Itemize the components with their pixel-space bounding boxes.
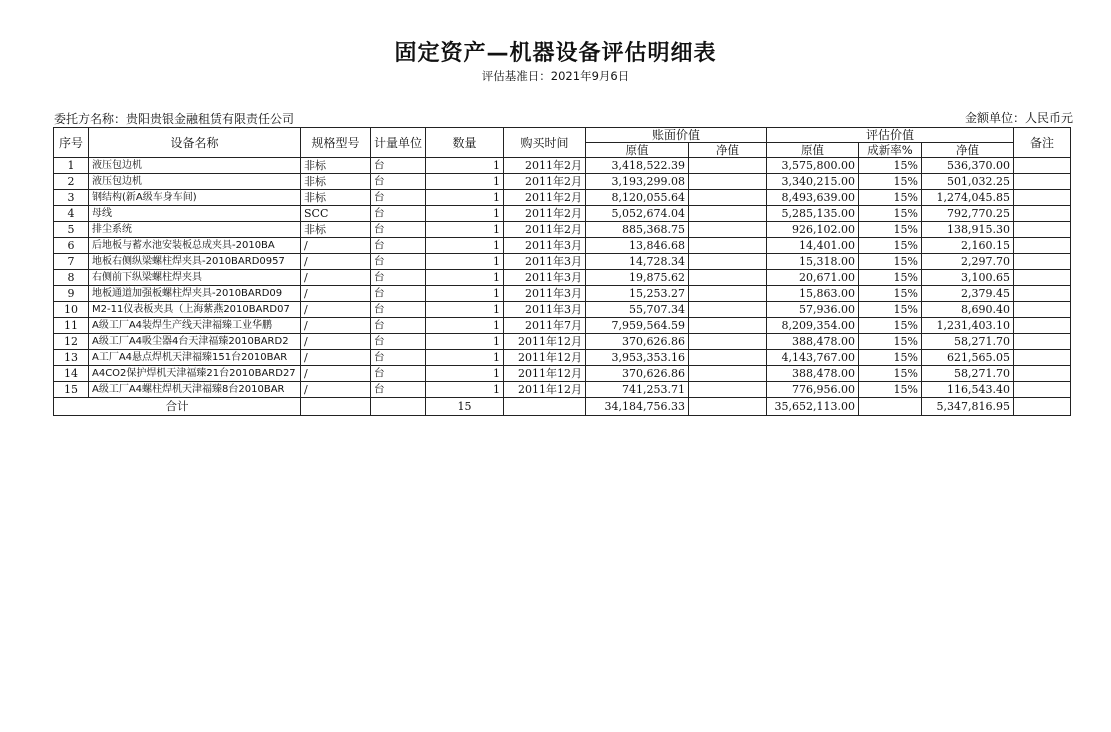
row-eval-original: 14,401.00 (767, 238, 859, 254)
col-book-original: 原值 (586, 143, 689, 158)
row-qty: 1 (426, 270, 504, 286)
total-book-net (689, 398, 767, 416)
row-book-original: 13,846.68 (586, 238, 689, 254)
row-unit: 台 (371, 190, 426, 206)
row-seq: 8 (54, 270, 89, 286)
row-eval-net: 3,100.65 (922, 270, 1014, 286)
table-row (54, 302, 1071, 318)
row-book-original: 3,193,299.08 (586, 174, 689, 190)
row-spec: / (301, 286, 371, 302)
row-spec: 非标 (301, 158, 371, 174)
row-seq: 4 (54, 206, 89, 222)
row-qty: 1 (426, 254, 504, 270)
row-name: 地板右侧纵梁螺柱焊夹具-2010BARD0957 (89, 254, 301, 270)
row-remark (1014, 270, 1071, 286)
row-book-net (689, 222, 767, 238)
total-remark (1014, 398, 1071, 416)
row-qty: 1 (426, 334, 504, 350)
row-qty: 1 (426, 158, 504, 174)
row-remark (1014, 222, 1071, 238)
row-book-original: 55,707.34 (586, 302, 689, 318)
table-row (54, 286, 1071, 302)
table-row (54, 254, 1071, 270)
total-eval-rate (859, 398, 922, 416)
table-row (54, 366, 1071, 382)
row-name: 母线 (89, 206, 301, 222)
row-eval-net: 8,690.40 (922, 302, 1014, 318)
row-purchase-date: 2011年12月 (504, 382, 586, 398)
row-eval-original: 776,956.00 (767, 382, 859, 398)
row-seq: 6 (54, 238, 89, 254)
row-name: 液压包边机 (89, 174, 301, 190)
row-remark (1014, 382, 1071, 398)
row-purchase-date: 2011年3月 (504, 254, 586, 270)
row-book-net (689, 366, 767, 382)
row-unit: 台 (371, 270, 426, 286)
row-seq: 9 (54, 286, 89, 302)
total-book-original: 34,184,756.33 (586, 398, 689, 416)
row-remark (1014, 238, 1071, 254)
row-book-net (689, 270, 767, 286)
total-qty: 15 (426, 398, 504, 416)
row-name: 液压包边机 (89, 158, 301, 174)
row-eval-rate: 15% (859, 366, 922, 382)
row-eval-rate: 15% (859, 254, 922, 270)
row-eval-net: 536,370.00 (922, 158, 1014, 174)
row-eval-net: 621,565.05 (922, 350, 1014, 366)
row-eval-net: 58,271.70 (922, 366, 1014, 382)
base-date: 评估基准日：2021年9月6日 (481, 69, 630, 83)
col-spec: 规格型号 (301, 128, 371, 158)
row-qty: 1 (426, 318, 504, 334)
total-label: 合计 (54, 398, 301, 416)
row-unit: 台 (371, 334, 426, 350)
row-qty: 1 (426, 206, 504, 222)
row-remark (1014, 286, 1071, 302)
row-book-net (689, 350, 767, 366)
row-book-original: 19,875.62 (586, 270, 689, 286)
row-book-original: 885,368.75 (586, 222, 689, 238)
row-purchase-date: 2011年7月 (504, 318, 586, 334)
col-eval-value: 评估价值 (767, 128, 1014, 143)
row-eval-rate: 15% (859, 382, 922, 398)
row-book-original: 3,418,522.39 (586, 158, 689, 174)
row-eval-rate: 15% (859, 286, 922, 302)
col-qty: 数量 (426, 128, 504, 158)
row-book-net (689, 334, 767, 350)
row-book-net (689, 286, 767, 302)
row-spec: 非标 (301, 190, 371, 206)
row-seq: 2 (54, 174, 89, 190)
row-eval-original: 3,340,215.00 (767, 174, 859, 190)
table-row (54, 270, 1071, 286)
row-purchase-date: 2011年2月 (504, 222, 586, 238)
col-book-net: 净值 (689, 143, 767, 158)
row-eval-original: 388,478.00 (767, 334, 859, 350)
col-purchase-date: 购买时间 (504, 128, 586, 158)
row-eval-net: 2,297.70 (922, 254, 1014, 270)
row-book-original: 741,253.71 (586, 382, 689, 398)
row-spec: / (301, 302, 371, 318)
row-purchase-date: 2011年12月 (504, 334, 586, 350)
row-unit: 台 (371, 238, 426, 254)
table-row (54, 382, 1071, 398)
row-book-net (689, 238, 767, 254)
row-remark (1014, 302, 1071, 318)
row-eval-rate: 15% (859, 350, 922, 366)
total-unit (371, 398, 426, 416)
row-book-net (689, 318, 767, 334)
row-name: 钢结构(新A级车身车间) (89, 190, 301, 206)
row-spec: / (301, 382, 371, 398)
table-row (54, 206, 1071, 222)
row-book-original: 7,959,564.59 (586, 318, 689, 334)
row-unit: 台 (371, 366, 426, 382)
row-seq: 11 (54, 318, 89, 334)
row-eval-net: 1,274,045.85 (922, 190, 1014, 206)
row-purchase-date: 2011年12月 (504, 350, 586, 366)
row-unit: 台 (371, 174, 426, 190)
row-purchase-date: 2011年3月 (504, 270, 586, 286)
row-eval-original: 926,102.00 (767, 222, 859, 238)
row-purchase-date: 2011年3月 (504, 238, 586, 254)
row-eval-net: 2,379.45 (922, 286, 1014, 302)
table-row (54, 238, 1071, 254)
row-book-net (689, 254, 767, 270)
row-remark (1014, 334, 1071, 350)
row-eval-rate: 15% (859, 222, 922, 238)
row-book-original: 8,120,055.64 (586, 190, 689, 206)
total-date (504, 398, 586, 416)
row-qty: 1 (426, 382, 504, 398)
row-eval-original: 3,575,800.00 (767, 158, 859, 174)
row-remark (1014, 158, 1071, 174)
col-name: 设备名称 (89, 128, 301, 158)
row-unit: 台 (371, 350, 426, 366)
row-unit: 台 (371, 382, 426, 398)
page-title: 固定资产—机器设备评估明细表 (394, 41, 717, 66)
row-book-net (689, 174, 767, 190)
row-name: A级工厂A4吸尘器4台天津福臻2010BARD2 (89, 334, 301, 350)
total-row (54, 398, 1071, 416)
table-row (54, 318, 1071, 334)
row-unit: 台 (371, 318, 426, 334)
total-spec (301, 398, 371, 416)
row-eval-net: 501,032.25 (922, 174, 1014, 190)
row-purchase-date: 2011年2月 (504, 158, 586, 174)
row-name: A4CO2保护焊机天津福臻21台2010BARD27 (89, 366, 301, 382)
col-eval-net: 净值 (922, 143, 1014, 158)
row-purchase-date: 2011年3月 (504, 286, 586, 302)
row-eval-original: 8,493,639.00 (767, 190, 859, 206)
row-name: M2-11仪表板夹具（上海紫燕2010BARD07 (89, 302, 301, 318)
row-eval-original: 15,863.00 (767, 286, 859, 302)
col-seq: 序号 (54, 128, 89, 158)
row-eval-rate: 15% (859, 190, 922, 206)
row-book-net (689, 206, 767, 222)
row-book-original: 370,626.86 (586, 366, 689, 382)
row-purchase-date: 2011年12月 (504, 366, 586, 382)
row-seq: 7 (54, 254, 89, 270)
row-eval-original: 15,318.00 (767, 254, 859, 270)
row-qty: 1 (426, 350, 504, 366)
row-spec: / (301, 238, 371, 254)
row-book-original: 5,052,674.04 (586, 206, 689, 222)
row-purchase-date: 2011年2月 (504, 174, 586, 190)
currency-unit: 金额单位：人民币元 (964, 111, 1073, 125)
row-qty: 1 (426, 222, 504, 238)
row-spec: / (301, 318, 371, 334)
row-eval-rate: 15% (859, 302, 922, 318)
row-name: A级工厂A4装焊生产线天津福臻工业华鹏 (89, 318, 301, 334)
row-qty: 1 (426, 286, 504, 302)
row-book-net (689, 190, 767, 206)
row-eval-rate: 15% (859, 174, 922, 190)
row-seq: 15 (54, 382, 89, 398)
row-book-original: 15,253.27 (586, 286, 689, 302)
row-eval-net: 58,271.70 (922, 334, 1014, 350)
row-purchase-date: 2011年3月 (504, 302, 586, 318)
row-spec: / (301, 334, 371, 350)
row-seq: 12 (54, 334, 89, 350)
col-remark: 备注 (1014, 128, 1071, 158)
row-name: A级工厂A4螺柱焊机天津福臻8台2010BAR (89, 382, 301, 398)
row-qty: 1 (426, 190, 504, 206)
row-eval-original: 4,143,767.00 (767, 350, 859, 366)
row-eval-net: 792,770.25 (922, 206, 1014, 222)
row-spec: / (301, 350, 371, 366)
row-qty: 1 (426, 174, 504, 190)
row-remark (1014, 366, 1071, 382)
row-remark (1014, 350, 1071, 366)
row-book-original: 370,626.86 (586, 334, 689, 350)
row-spec: 非标 (301, 174, 371, 190)
row-qty: 1 (426, 366, 504, 382)
row-unit: 台 (371, 302, 426, 318)
table-row (54, 334, 1071, 350)
col-unit: 计量单位 (371, 128, 426, 158)
client-name: 委托方名称：贵阳贵银金融租赁有限责任公司 (54, 112, 295, 126)
asset-table (53, 127, 1071, 416)
row-eval-rate: 15% (859, 270, 922, 286)
row-seq: 13 (54, 350, 89, 366)
row-purchase-date: 2011年2月 (504, 206, 586, 222)
table-row (54, 174, 1071, 190)
row-name: 地板通道加强板螺柱焊夹具-2010BARD09 (89, 286, 301, 302)
row-eval-net: 138,915.30 (922, 222, 1014, 238)
col-eval-rate: 成新率% (859, 143, 922, 158)
total-eval-net: 5,347,816.95 (922, 398, 1014, 416)
row-eval-rate: 15% (859, 334, 922, 350)
row-qty: 1 (426, 302, 504, 318)
row-book-net (689, 302, 767, 318)
row-eval-rate: 15% (859, 206, 922, 222)
row-remark (1014, 190, 1071, 206)
row-book-net (689, 158, 767, 174)
row-book-original: 14,728.34 (586, 254, 689, 270)
row-name: 右侧前下纵梁螺柱焊夹具 (89, 270, 301, 286)
row-eval-original: 388,478.00 (767, 366, 859, 382)
row-purchase-date: 2011年2月 (504, 190, 586, 206)
row-eval-original: 57,936.00 (767, 302, 859, 318)
row-spec: / (301, 254, 371, 270)
row-unit: 台 (371, 286, 426, 302)
row-remark (1014, 318, 1071, 334)
row-eval-rate: 15% (859, 318, 922, 334)
row-eval-original: 8,209,354.00 (767, 318, 859, 334)
row-name: 排尘系统 (89, 222, 301, 238)
row-remark (1014, 254, 1071, 270)
row-remark (1014, 174, 1071, 190)
table-row (54, 222, 1071, 238)
table-row (54, 350, 1071, 366)
row-unit: 台 (371, 158, 426, 174)
row-seq: 14 (54, 366, 89, 382)
row-spec: SCC (301, 206, 371, 222)
row-eval-rate: 15% (859, 238, 922, 254)
row-spec: 非标 (301, 222, 371, 238)
row-remark (1014, 206, 1071, 222)
row-book-original: 3,953,353.16 (586, 350, 689, 366)
row-qty: 1 (426, 238, 504, 254)
row-eval-net: 2,160.15 (922, 238, 1014, 254)
row-seq: 10 (54, 302, 89, 318)
row-unit: 台 (371, 254, 426, 270)
row-name: A工厂A4悬点焊机天津福臻151台2010BAR (89, 350, 301, 366)
row-eval-net: 116,543.40 (922, 382, 1014, 398)
row-seq: 1 (54, 158, 89, 174)
row-seq: 5 (54, 222, 89, 238)
total-eval-original: 35,652,113.00 (767, 398, 859, 416)
col-eval-original: 原值 (767, 143, 859, 158)
row-name: 后地板与蓄水池安装板总成夹具-2010BA (89, 238, 301, 254)
table-row (54, 158, 1071, 174)
col-book-value: 账面价值 (586, 128, 767, 143)
row-unit: 台 (371, 222, 426, 238)
row-eval-original: 20,671.00 (767, 270, 859, 286)
table-row (54, 190, 1071, 206)
row-unit: 台 (371, 206, 426, 222)
row-book-net (689, 382, 767, 398)
row-eval-net: 1,231,403.10 (922, 318, 1014, 334)
row-spec: / (301, 366, 371, 382)
row-eval-original: 5,285,135.00 (767, 206, 859, 222)
row-eval-rate: 15% (859, 158, 922, 174)
row-seq: 3 (54, 190, 89, 206)
row-spec: / (301, 270, 371, 286)
